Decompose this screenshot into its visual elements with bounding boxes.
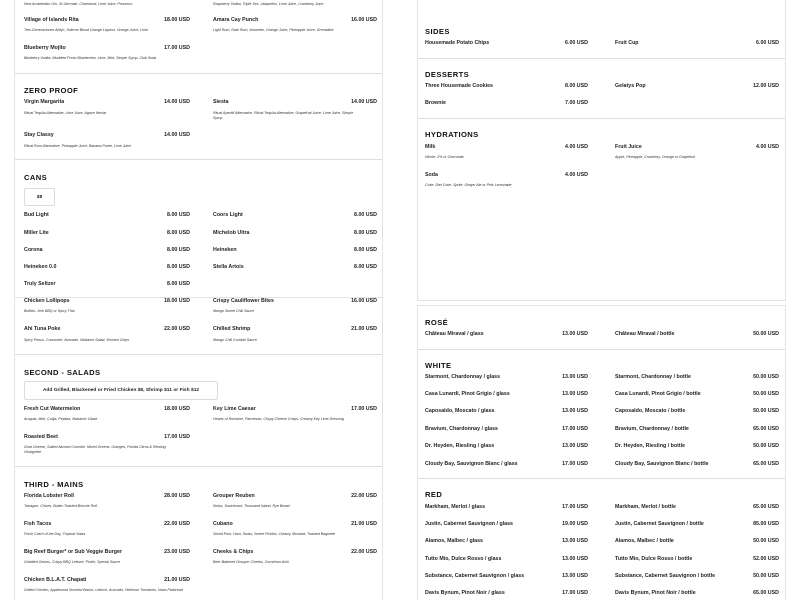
menu-item-price: 6.00 USD [565, 40, 588, 46]
menu-item-name: Milk [425, 144, 436, 150]
wine-bottle-price: 65.00 USD [753, 504, 779, 510]
menu-item-name: Village of Islands Rita [24, 17, 79, 23]
wine-glass-price: 17.00 USD [562, 461, 588, 467]
section-divider [418, 478, 786, 479]
menu-item-price: 4.00 USD [565, 172, 588, 178]
can-item-name: Corona [24, 247, 43, 253]
menu-item-price: 4.00 USD [756, 144, 779, 150]
item-description: Raspberry Vodka, Triple Sec, Jalapeños, Lime Juice, Cranberry Juice [213, 2, 324, 6]
menu-item-price: 14.00 USD [164, 132, 190, 138]
menu-item-name: Gelatys Pop [615, 83, 646, 89]
menu-item-price: 16.00 USD [351, 298, 377, 304]
can-item-price: 8.00 USD [167, 212, 190, 218]
section-heading: RED [425, 490, 443, 499]
menu-item-price: 14.00 USD [351, 99, 377, 105]
wine-bottle-price: 50.00 USD [753, 408, 779, 414]
menu-item-name: Housemade Potato Chips [425, 40, 490, 46]
menu-item-name: Key Lime Caesar [213, 406, 256, 412]
wine-list-panel [417, 305, 786, 600]
item-description: Ritual Tequila Alternative, Lime Juice, Agave Nectar [24, 111, 107, 115]
menu-item-price: 8.00 USD [565, 83, 588, 89]
can-item-name: Heineken 0.0 [24, 264, 57, 270]
menu-item-price: 21.00 USD [351, 521, 377, 527]
wine-glass-name: Alamos, Malbec / glass [425, 538, 483, 544]
menu-item-price: 22.00 USD [164, 521, 190, 527]
wine-glass-price: 13.00 USD [562, 573, 588, 579]
menu-item-name: Soda [425, 172, 438, 178]
item-description: Buffalo, Jerk BBQ or Spicy Thai [24, 309, 75, 313]
can-item-name: Heineken [213, 247, 237, 253]
menu-item-name: Crispy Cauliflower Bites [213, 298, 274, 304]
menu-item-price: 22.00 USD [351, 493, 377, 499]
item-description: Whole, 2% or Chocolate [425, 155, 464, 159]
menu-item-price: 22.00 USD [164, 326, 190, 332]
menu-item-price: 17.00 USD [164, 45, 190, 51]
wine-glass-name: Starmont, Chardonnay / glass [425, 374, 501, 380]
menu-item-price: 14.00 USD [164, 99, 190, 105]
item-description: Beer-Battered Grouper Cheeks, Cornichon Aioli [213, 560, 289, 564]
menu-item-name: Chicken B.L.A.T. Chapati [24, 577, 87, 583]
can-item-price: 8.00 USD [167, 281, 190, 287]
menu-item-name: Fruit Juice [615, 144, 642, 150]
wine-bottle-name: Alamos, Malbec / bottle [615, 538, 674, 544]
menu-item-name: Cheeks & Chips [213, 549, 254, 555]
item-description: Swiss, Sauerkraut, Thousand Island, Rye Bread [213, 504, 290, 508]
item-description: Ritual Rum Alternative, Pineapple Juice, Banana Purée, Lime Juice [24, 144, 132, 148]
can-item-name: Truly Seltzer [24, 281, 56, 287]
menu-item-name: Blueberry Mojito [24, 45, 66, 51]
menu-item-name: Fish Tacos [24, 521, 52, 527]
item-description: Spicy Ponzu, Cucumber, Avocado, Wakame Salad, Wonton Chips [24, 338, 130, 342]
section-heading: DESSERTS [425, 70, 470, 79]
wine-glass-name: Caposaldo, Moscato / glass [425, 408, 495, 414]
menu-item-name: Florida Lobster Roll [24, 493, 75, 499]
menu-item-price: 16.00 USD [351, 17, 377, 23]
menu-item-price: 17.00 USD [351, 406, 377, 412]
can-item-price: 8.00 USD [354, 212, 377, 218]
item-description: New Amsterdam Gin, St-Germain, Chambord, Lime Juice, Prosecco [24, 2, 133, 6]
item-description: Tres Generaciones Añejo, Solerno Blood Orange Liqueur, Orange Juice, Lime [24, 28, 148, 32]
wine-glass-price: 13.00 USD [562, 331, 588, 337]
right-top-panel [417, 0, 786, 301]
section-divider [15, 73, 383, 74]
wine-glass-name: Cloudy Bay, Sauvignon Blanc / glass [425, 461, 518, 467]
menu-item-name: Chilled Shrimp [213, 326, 251, 332]
wine-bottle-name: Starmont, Chardonnay / bottle [615, 374, 691, 380]
menu-item-price: 21.00 USD [351, 326, 377, 332]
can-item-price: 8.00 USD [167, 230, 190, 236]
item-description: Fresh Catch of the Day, Tropical Salsa [24, 532, 86, 536]
section-divider [15, 354, 383, 355]
menu-item-name: Roasted Beet [24, 434, 58, 440]
wine-bottle-name: Bravium, Chardonnay / bottle [615, 426, 689, 432]
menu-item-price: 12.00 USD [753, 83, 779, 89]
wine-bottle-name: Davis Bynum, Pinot Noir / bottle [615, 590, 696, 596]
wine-bottle-name: Markham, Merlot / bottle [615, 504, 676, 510]
wine-glass-price: 13.00 USD [562, 443, 588, 449]
wine-glass-name: Casa Lunardi, Pinot Grigio / glass [425, 391, 510, 397]
wine-glass-name: Tutto Mio, Dulce Rosso / glass [425, 556, 502, 562]
can-item-name: Miller Lite [24, 230, 49, 236]
menu-item-name: Siesta [213, 99, 229, 105]
item-description: Tarragon, Chives, Butter-Toasted Brioche Roll [24, 504, 97, 508]
left-top-panel [14, 0, 383, 298]
menu-item-name: Big Reef Burger* or Sub Veggie Burger [24, 549, 123, 555]
wine-bottle-price: 50.00 USD [753, 374, 779, 380]
wine-bottle-price: 85.00 USD [753, 521, 779, 527]
wine-bottle-price: 50.00 USD [753, 538, 779, 544]
item-description: Light Rum, Dark Rum, Amaretto, Orange Juice, Pineapple Juice, Grenadine [213, 28, 334, 32]
can-item-name: Michelob Ultra [213, 230, 250, 236]
item-description: Ritual Aperitif Alternative, Ritual Tequila Alternative, Grapefruit Juice, Lime Juice, Simple Syrup [213, 111, 354, 120]
can-item-name: Stella Artois [213, 264, 244, 270]
add-protein-button[interactable]: Add Grilled, Blackened or Fried Chicken $8, Shrimp $11 or Fish $12 [24, 381, 218, 400]
item-description: Blueberry Vodka, Muddled Fresh Blueberries, Lime, Mint, Simple Syrup, Club Soda [24, 56, 157, 60]
wine-bottle-price: 50.00 USD [753, 391, 779, 397]
can-item-price: 8.00 USD [354, 264, 377, 270]
item-description: Mango Chili Cocktail Sauce [213, 338, 257, 342]
wine-bottle-price: 52.00 USD [753, 556, 779, 562]
menu-item-price: 18.00 USD [164, 406, 190, 412]
wine-glass-price: 13.00 USD [562, 374, 588, 380]
section-divider [418, 349, 786, 350]
section-heading: SIDES [425, 27, 450, 36]
can-item-name: Bud Light [24, 212, 49, 218]
wine-glass-price: 13.00 USD [562, 391, 588, 397]
item-description: Grilled Chicken, Applewood Smoked Bacon, Lettuce, Avocado, Heirloom Tomatoes, Naan Flatbread [24, 588, 183, 592]
wine-bottle-name: Dr. Heyden, Riesling / bottle [615, 443, 686, 449]
menu-item-name: Three Housemade Cookies [425, 83, 493, 89]
menu-item-price: 21.00 USD [164, 577, 190, 583]
wine-bottle-name: Cloudy Bay, Sauvignon Blanc / bottle [615, 461, 709, 467]
item-description: Goat Cheese, Salted Almond Crumble, Mixed Greens, Oranges, Florida Citrus & Riesling Vinaigrette [24, 445, 166, 454]
menu-item-name: Brownie [425, 100, 446, 106]
section-divider [418, 118, 786, 119]
wine-glass-price: 13.00 USD [562, 538, 588, 544]
wine-glass-price: 17.00 USD [562, 504, 588, 510]
wine-bottle-name: Justin, Cabernet Sauvignon / bottle [615, 521, 704, 527]
wine-glass-name: Markham, Merlot / glass [425, 504, 486, 510]
wine-bottle-price: 65.00 USD [753, 590, 779, 596]
wine-bottle-price: 50.00 USD [753, 573, 779, 579]
section-heading: WHITE [425, 361, 452, 370]
section-heading: SECOND - SALADS [24, 368, 101, 377]
wine-glass-name: Substance, Cabernet Sauvignon / glass [425, 573, 525, 579]
cans-price-button[interactable]: $8 [24, 188, 55, 206]
item-description: Hearts of Romaine, Parmesan, Crispy Cheese Crisps, Creamy Key Lime Dressing [213, 417, 344, 421]
wine-glass-price: 17.00 USD [562, 590, 588, 596]
menu-item-name: Stay Classy [24, 132, 54, 138]
menu-item-name: Fruit Cup [615, 40, 639, 46]
wine-glass-name: Bravium, Chardonnay / glass [425, 426, 499, 432]
wine-bottle-price: 50.00 USD [753, 331, 779, 337]
wine-bottle-name: Château Miraval / bottle [615, 331, 675, 337]
menu-item-price: 28.00 USD [164, 493, 190, 499]
can-item-price: 8.00 USD [354, 247, 377, 253]
item-description: Apple, Pineapple, Cranberry, Orange or Grapefruit [615, 155, 696, 159]
menu-item-price: 18.00 USD [164, 298, 190, 304]
menu-item-name: Ahi Tuna Poke [24, 326, 61, 332]
wine-glass-name: Davis Bynum, Pinot Noir / glass [425, 590, 505, 596]
wine-bottle-name: Tutto Mio, Dulce Rosso / bottle [615, 556, 693, 562]
item-description: Arugula, Mint, Cotija, Pepitas, Balsamic Glaze [24, 417, 98, 421]
section-heading: HYDRATIONS [425, 130, 479, 139]
menu-item-name: Virgin Margarita [24, 99, 65, 105]
menu-item-price: 22.00 USD [351, 549, 377, 555]
can-item-price: 8.00 USD [167, 247, 190, 253]
menu-item-price: 17.00 USD [164, 434, 190, 440]
wine-glass-price: 13.00 USD [562, 408, 588, 414]
wine-glass-name: Justin, Cabernet Sauvignon / glass [425, 521, 514, 527]
menu-item-price: 7.00 USD [565, 100, 588, 106]
section-divider [15, 159, 383, 160]
wine-bottle-name: Substance, Cabernet Sauvignon / bottle [615, 573, 716, 579]
section-heading: CANS [24, 173, 48, 182]
wine-glass-name: Dr. Heyden, Riesling / glass [425, 443, 495, 449]
section-heading: THIRD - MAINS [24, 480, 84, 489]
menu-item-name: Chicken Lollipops [24, 298, 70, 304]
item-description: Sliced Pork, Ham, Swiss, Sweet Pickles, Creamy Mustard, Toasted Baguette [213, 532, 336, 536]
section-heading: ZERO PROOF [24, 86, 79, 95]
wine-bottle-name: Caposaldo, Moscato / bottle [615, 408, 686, 414]
menu-item-price: 18.00 USD [164, 17, 190, 23]
can-item-name: Coors Light [213, 212, 243, 218]
menu-item-price: 4.00 USD [565, 144, 588, 150]
item-description: Mango Sweet Chili Sauce [213, 309, 255, 313]
wine-glass-name: Château Miraval / glass [425, 331, 484, 337]
section-heading: ROSÉ [425, 318, 449, 327]
item-description: Griddled Onions, Crispy BBQ Lettuce, Pickle, Special Sauce [24, 560, 121, 564]
menu-item-price: 23.00 USD [164, 549, 190, 555]
menu-item-name: Grouper Reuben [213, 493, 255, 499]
can-item-price: 8.00 USD [167, 264, 190, 270]
menu-item-price: 6.00 USD [756, 40, 779, 46]
menu-item-name: Fresh Cut Watermelon [24, 406, 81, 412]
wine-bottle-price: 65.00 USD [753, 461, 779, 467]
menu-item-name: Amara Cay Punch [213, 17, 259, 23]
wine-glass-price: 19.00 USD [562, 521, 588, 527]
left-bottom-panel [14, 297, 383, 600]
wine-glass-price: 13.00 USD [562, 556, 588, 562]
wine-bottle-name: Casa Lunardi, Pinot Grigio / bottle [615, 391, 701, 397]
section-divider [15, 466, 383, 467]
item-description: Coke, Diet Coke, Sprite, Ginger Ale or Pink Lemonade [425, 183, 512, 187]
wine-glass-price: 17.00 USD [562, 426, 588, 432]
menu-item-name: Cubano [213, 521, 233, 527]
wine-bottle-price: 65.00 USD [753, 426, 779, 432]
wine-bottle-price: 50.00 USD [753, 443, 779, 449]
section-divider [418, 58, 786, 59]
can-item-price: 8.00 USD [354, 230, 377, 236]
